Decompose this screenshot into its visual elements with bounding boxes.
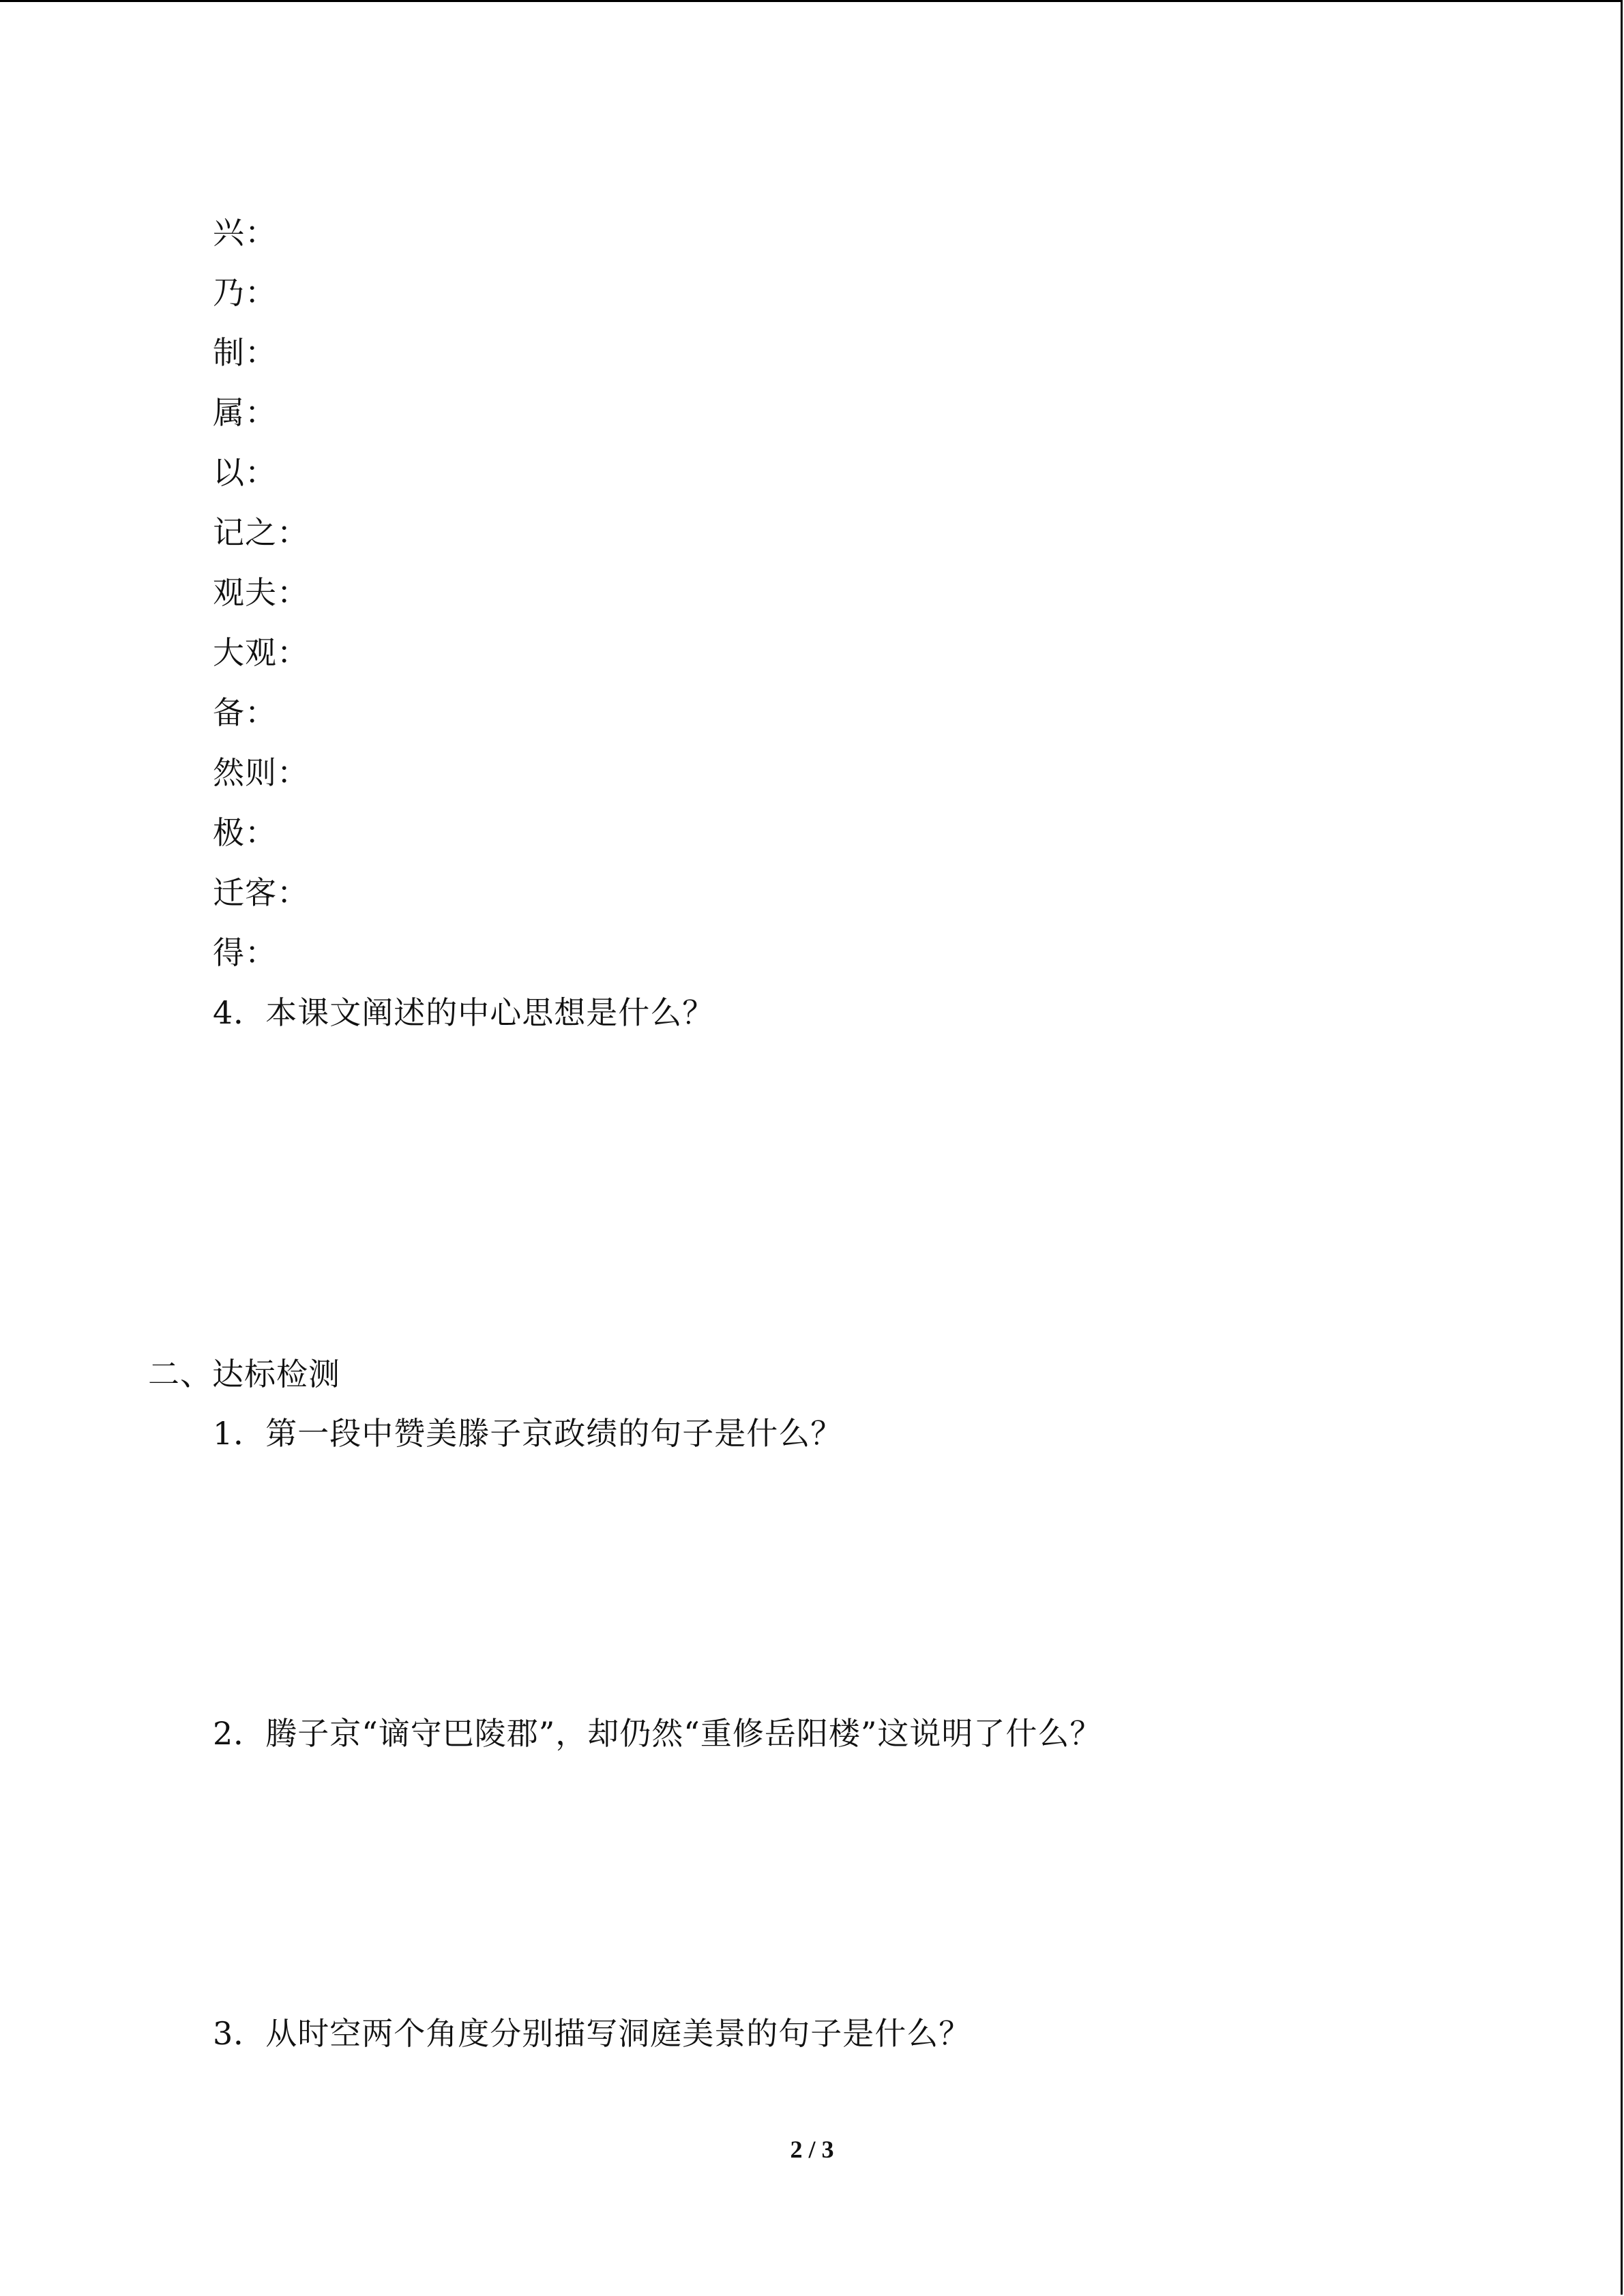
vocab-item: 得： [213, 934, 277, 971]
section-heading: 二、达标检测 [148, 1356, 340, 1392]
vocab-item: 兴： [213, 214, 277, 251]
exercise-question-3: 3．从时空两个角度分别描写洞庭美景的句子是什么？ [213, 2015, 971, 2052]
vocab-item: 乃： [213, 274, 277, 311]
vocab-item: 然则： [213, 754, 309, 791]
exercise-question-1: 1．第一段中赞美滕子京政绩的句子是什么？ [213, 1415, 843, 1452]
vocab-item: 制： [213, 334, 277, 371]
vocab-item: 大观： [213, 634, 309, 671]
vocab-item: 属： [213, 394, 277, 431]
vocab-item: 极： [213, 814, 277, 851]
vocab-item: 观夫： [213, 574, 309, 611]
vocab-item: 备： [213, 694, 277, 731]
page-number: 2 / 3 [790, 2136, 834, 2163]
vocab-item: 以： [213, 454, 277, 491]
question-4: 4．本课文阐述的中心思想是什么？ [213, 994, 715, 1031]
vocab-item: 迁客： [213, 874, 309, 911]
vocab-item: 记之： [213, 514, 309, 551]
exercise-question-2: 2．腾子京“谪守巴陵郡”，却仍然“重修岳阳楼”这说明了什么？ [213, 1715, 1102, 1752]
